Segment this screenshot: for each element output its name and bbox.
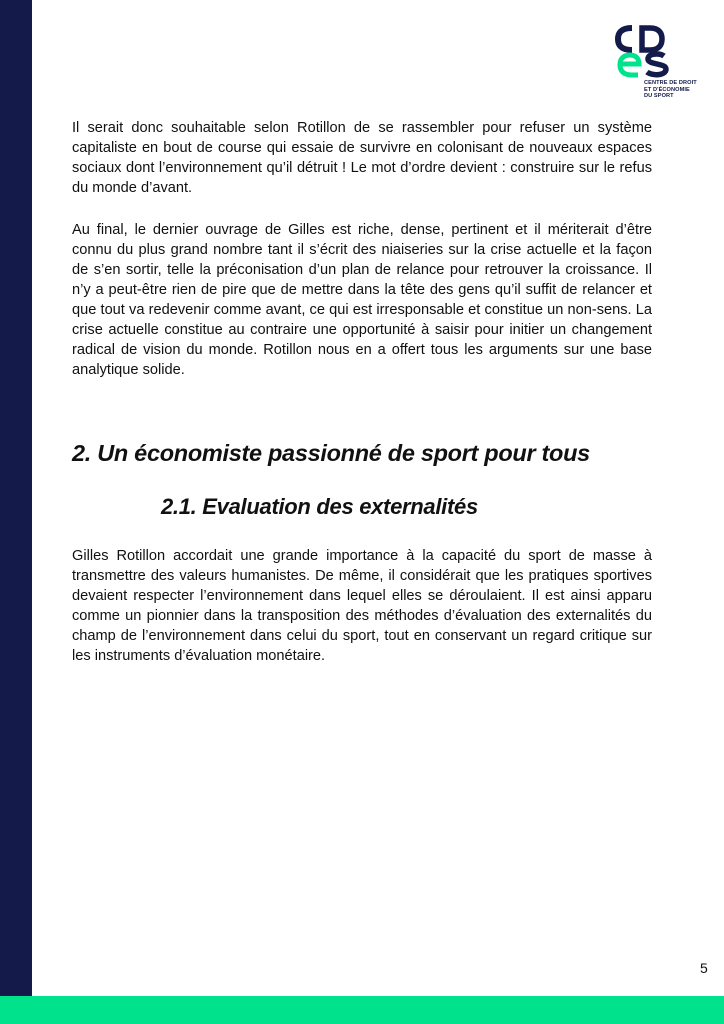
logo-subtitle-line: DU SPORT [644, 93, 674, 100]
section-heading: 2. Un économiste passionné de sport pour tous [72, 440, 590, 466]
cdes-logo-mark [614, 22, 674, 78]
logo-subtitle-line: CENTRE DE DROIT [644, 80, 697, 86]
subsection-heading: 2.1. Evaluation des externalités [161, 494, 478, 519]
bottom-accent-bar [0, 996, 724, 1024]
logo-subtitle [644, 80, 697, 100]
body-paragraph-2: Au final, le dernier ouvrage de Gilles est riche, dense, pertinent et il mériterait d’être connu du plus grand nombre tant il s’écrit des niaiseries sur la crise actuelle et la façon de s’en sortir, telle la préconisation d’un plan de relance pour retrouver la croissance. Il n’y a peut-être rien de pire que de mettre dans la tête des gens qu’il suffit de relancer et que tout va redevenir comme avant, ce qui est irresponsable et constitue un non-sens. La crise actuelle constitue au contraire une opportunité à saisir pour initier un changement radical de vision du monde. Rotillon nous en a offert tous les arguments sur une base analytique solide. [72, 222, 652, 378]
cdes-logo [614, 22, 714, 102]
left-accent-bar [0, 0, 32, 1024]
body-paragraph-1: Il serait donc souhaitable selon Rotillon de se rassembler pour refuser un système capitaliste en bout de course qui essaie de survivre en colonisant de nouveaux espaces sociaux dont l’environnement qu’il détruit ! Le mot d’ordre devient : construire sur le refus du monde d’avant. [72, 120, 652, 196]
page-number: 5 [700, 960, 708, 976]
body-paragraph-3: Gilles Rotillon accordait une grande importance à la capacité du sport de masse à transmettre des valeurs humanistes. De même, il considérait que les pratiques sportives devaient respecter l’environnement dans lequel elles se déroulaient. Il est ainsi apparu comme un pionnier dans la transposition des méthodes d’évaluation des externalités du champ de l’environnement dans celui du sport, tout en conservant un regard critique sur les instruments d’évaluation monétaire. [72, 548, 652, 664]
logo-subtitle-line: ET D'ÉCONOMIE [644, 86, 690, 93]
